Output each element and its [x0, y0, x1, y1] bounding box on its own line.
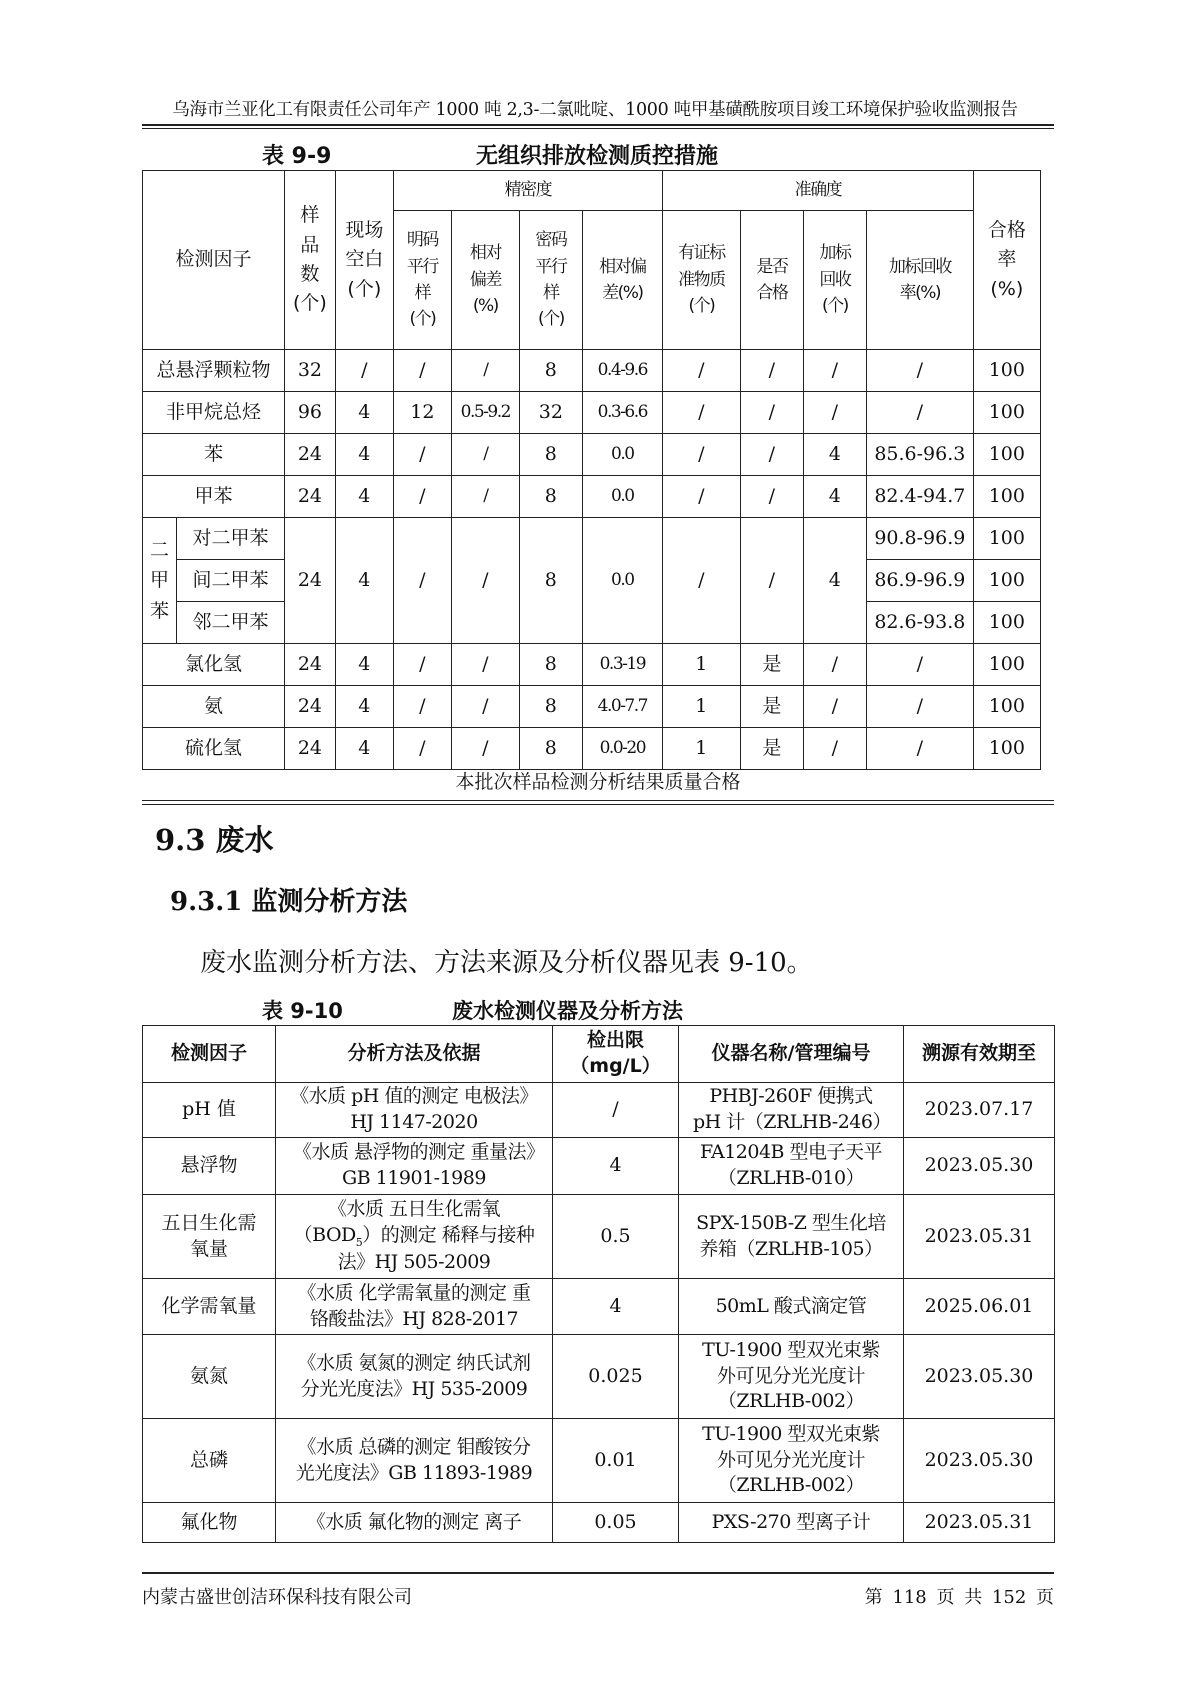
cell-pass: 100	[973, 686, 1040, 728]
body-paragraph: 废水监测分析方法、方法来源及分析仪器见表 9-10。	[200, 948, 813, 978]
cell-dev2: 0.0	[582, 518, 662, 644]
table-row	[143, 1503, 1055, 1543]
cell-factor: 氟化物	[143, 1503, 276, 1543]
cell-ok: 是	[740, 644, 803, 686]
cell-factor: 甲苯	[143, 476, 285, 518]
cell-instrument: PHBJ-260F 便携式 pH 计（ZRLHB-246）	[679, 1083, 904, 1138]
cell-blank: 4	[335, 728, 393, 770]
header-factor: 检测因子	[143, 171, 285, 350]
cell-valid: 2023.05.30	[904, 1419, 1055, 1503]
table-row	[143, 1279, 1055, 1335]
cell-limit: 0.025	[553, 1335, 679, 1419]
cell-factor: 氨氮	[143, 1335, 276, 1419]
table-9-10	[142, 1025, 1055, 1543]
cell-factor: 化学需氧量	[143, 1279, 276, 1335]
cell-factor: 悬浮物	[143, 1138, 276, 1195]
cell-spike: /	[803, 728, 866, 770]
cell-ok: 是	[740, 686, 803, 728]
cell-instrument: PXS-270 型离子计	[679, 1503, 904, 1543]
cell-dev2: 0.0-20	[582, 728, 662, 770]
table-9-10-title: 废水检测仪器及分析方法	[452, 999, 683, 1023]
header-spike-rate: 加标回收率(%)	[866, 211, 973, 350]
cell-factor: 总悬浮颗粒物	[143, 350, 285, 392]
table-row	[143, 392, 1041, 434]
cell-samples: 96	[285, 392, 336, 434]
header-hidden-parallel: 密码平行样(个)	[519, 211, 582, 350]
cell-limit: /	[553, 1083, 679, 1138]
header-valid: 溯源有效期至	[904, 1026, 1055, 1083]
cell-method: 《水质 氟化物的测定 离子	[276, 1503, 553, 1543]
cell-valid: 2023.05.30	[904, 1335, 1055, 1419]
header-qualified: 是否合格	[740, 211, 803, 350]
footer-rule	[142, 1572, 1054, 1574]
cell-pass: 100	[973, 434, 1040, 476]
cell-samples: 24	[285, 434, 336, 476]
table-header-row	[143, 171, 1041, 211]
cell-method: 《水质 总磷的测定 钼酸铵分光光度法》GB 11893-1989	[276, 1419, 553, 1503]
method-subscript: 5	[355, 1235, 363, 1249]
cell-factor: 硫化氢	[143, 728, 285, 770]
table-row	[143, 1419, 1055, 1503]
cell-samples: 24	[285, 518, 336, 644]
cell-open: /	[393, 518, 451, 644]
cell-crm: 1	[662, 686, 740, 728]
cell-instrument: TU-1900 型双光束紫外可见分光光度计（ZRLHB-002）	[679, 1335, 904, 1419]
table-9-9-note: 本批次样品检测分析结果质量合格	[455, 771, 741, 793]
cell-limit: 0.5	[553, 1195, 679, 1279]
cell-open: /	[393, 686, 451, 728]
cell-hidden: 8	[519, 686, 582, 728]
method-text-b: （BOD	[293, 1223, 356, 1246]
cell-pass: 100	[973, 392, 1040, 434]
cell-rate: /	[866, 686, 973, 728]
cell-samples: 24	[285, 728, 336, 770]
cell-spike: 4	[803, 476, 866, 518]
cell-spike: /	[803, 644, 866, 686]
cell-dev2: 4.0-7.7	[582, 686, 662, 728]
cell-open: /	[393, 476, 451, 518]
cell-blank: 4	[335, 476, 393, 518]
cell-ok: /	[740, 350, 803, 392]
report-header: 乌海市兰亚化工有限责任公司年产 1000 吨 2,3-二氯吡啶、1000 吨甲基磺酰胺项目竣工环境保护验收监测报告	[172, 100, 1018, 120]
cell-factor: 五日生化需氧量	[143, 1195, 276, 1279]
cell-blank: 4	[335, 434, 393, 476]
cell-blank: 4	[335, 518, 393, 644]
section-heading-9-3: 9.3 废水	[155, 823, 274, 857]
header-precision: 精密度	[393, 171, 662, 211]
cell-spike: 4	[803, 518, 866, 644]
table-row	[143, 1138, 1055, 1195]
cell-instrument: FA1204B 型电子天平（ZRLHB-010）	[679, 1138, 904, 1195]
footer-company: 内蒙古盛世创洁环保科技有限公司	[142, 1587, 412, 1608]
cell-rate: /	[866, 644, 973, 686]
header-rel-dev-2: 相对偏差(%)	[582, 211, 662, 350]
cell-dev1: /	[451, 728, 519, 770]
cell-factor: pH 值	[143, 1083, 276, 1138]
cell-crm: 1	[662, 728, 740, 770]
cell-open: /	[393, 644, 451, 686]
cell-rate: /	[866, 728, 973, 770]
cell-open: /	[393, 434, 451, 476]
cell-dev2: 0.0	[582, 476, 662, 518]
table-header-row	[143, 1026, 1055, 1083]
cell-subfactor: 邻二甲苯	[177, 602, 285, 644]
cell-blank: /	[335, 350, 393, 392]
header-spike: 加标回收(个)	[803, 211, 866, 350]
cell-crm: /	[662, 434, 740, 476]
cell-rate: 90.8-96.9	[866, 518, 973, 560]
section-heading-9-3-1: 9.3.1 监测分析方法	[170, 887, 408, 917]
cell-hidden: 8	[519, 434, 582, 476]
cell-crm: /	[662, 518, 740, 644]
cell-open: 12	[393, 392, 451, 434]
table-9-9-title: 无组织排放检测质控措施	[476, 144, 719, 169]
cell-limit: 0.05	[553, 1503, 679, 1543]
cell-pass: 100	[973, 644, 1040, 686]
cell-samples: 32	[285, 350, 336, 392]
method-text-c: ）的测定 稀释与接种法》HJ 505-2009	[337, 1223, 535, 1274]
cell-samples: 24	[285, 476, 336, 518]
cell-limit: 4	[553, 1138, 679, 1195]
cell-valid: 2023.05.31	[904, 1503, 1055, 1543]
cell-instrument: TU-1900 型双光束紫外可见分光光度计（ZRLHB-002）	[679, 1419, 904, 1503]
header-accuracy: 准确度	[662, 171, 973, 211]
cell-blank: 4	[335, 644, 393, 686]
cell-rate: /	[866, 392, 973, 434]
cell-open: /	[393, 728, 451, 770]
header-rel-dev-1: 相对偏差(%)	[451, 211, 519, 350]
cell-dev1: /	[451, 644, 519, 686]
footer-page-number: 第 118 页 共 152 页	[864, 1587, 1054, 1608]
cell-hidden: 8	[519, 476, 582, 518]
cell-pass: 100	[973, 560, 1040, 602]
cell-xylene-group: 二甲苯	[143, 518, 177, 644]
cell-open: /	[393, 350, 451, 392]
cell-dev1: /	[451, 350, 519, 392]
header-instrument: 仪器名称/管理编号	[679, 1026, 904, 1083]
cell-dev2: 0.4-9.6	[582, 350, 662, 392]
cell-spike: /	[803, 350, 866, 392]
table-row-xylene	[143, 518, 1041, 560]
cell-method: 《水质 氨氮的测定 纳氏试剂分光光度法》HJ 535-2009	[276, 1335, 553, 1419]
cell-ok: /	[740, 518, 803, 644]
cell-crm: /	[662, 350, 740, 392]
header-rule	[142, 124, 1054, 126]
cell-dev2: 0.0	[582, 434, 662, 476]
cell-blank: 4	[335, 392, 393, 434]
cell-factor: 总磷	[143, 1419, 276, 1503]
cell-factor: 氨	[143, 686, 285, 728]
header-samples: 样品数(个)	[285, 171, 336, 350]
cell-ok: /	[740, 434, 803, 476]
header-method: 分析方法及依据	[276, 1026, 553, 1083]
cell-spike: /	[803, 392, 866, 434]
cell-dev1: /	[451, 434, 519, 476]
table-9-9	[142, 170, 1041, 770]
header-blank: 现场空白(个)	[335, 171, 393, 350]
cell-limit: 4	[553, 1279, 679, 1335]
header-rule-thin	[142, 128, 1054, 129]
cell-blank: 4	[335, 686, 393, 728]
table-row	[143, 350, 1041, 392]
cell-hidden: 8	[519, 644, 582, 686]
cell-valid: 2023.05.30	[904, 1138, 1055, 1195]
cell-factor: 非甲烷总烃	[143, 392, 285, 434]
table-note-rule-2	[142, 804, 1054, 805]
cell-valid: 2025.06.01	[904, 1279, 1055, 1335]
table-row	[143, 686, 1041, 728]
cell-rate: 85.6-96.3	[866, 434, 973, 476]
cell-hidden: 8	[519, 518, 582, 644]
header-factor: 检测因子	[143, 1026, 276, 1083]
cell-pass: 100	[973, 350, 1040, 392]
cell-dev2: 0.3-19	[582, 644, 662, 686]
table-9-9-number: 表 9-9	[262, 144, 332, 169]
cell-hidden: 8	[519, 350, 582, 392]
cell-spike: /	[803, 686, 866, 728]
cell-factor: 苯	[143, 434, 285, 476]
cell-method	[276, 1195, 553, 1279]
cell-dev1: /	[451, 686, 519, 728]
table-note-rule	[142, 800, 1054, 801]
cell-method: 《水质 悬浮物的测定 重量法》GB 11901-1989	[276, 1138, 553, 1195]
cell-limit: 0.01	[553, 1419, 679, 1503]
table-row	[143, 1083, 1055, 1138]
cell-dev1: 0.5-9.2	[451, 392, 519, 434]
cell-samples: 24	[285, 644, 336, 686]
cell-instrument: 50mL 酸式滴定管	[679, 1279, 904, 1335]
cell-rate: 82.4-94.7	[866, 476, 973, 518]
cell-hidden: 32	[519, 392, 582, 434]
table-row	[143, 644, 1041, 686]
cell-ok: 是	[740, 728, 803, 770]
method-text-a: 《水质 五日生化需氧	[327, 1198, 501, 1221]
cell-valid: 2023.05.31	[904, 1195, 1055, 1279]
cell-pass: 100	[973, 518, 1040, 560]
cell-samples: 24	[285, 686, 336, 728]
cell-pass: 100	[973, 728, 1040, 770]
cell-crm: /	[662, 392, 740, 434]
cell-rate: /	[866, 350, 973, 392]
cell-dev1: /	[451, 476, 519, 518]
table-row	[143, 1195, 1055, 1279]
cell-crm: /	[662, 476, 740, 518]
cell-subfactor: 对二甲苯	[177, 518, 285, 560]
cell-instrument: SPX-150B-Z 型生化培养箱（ZRLHB-105）	[679, 1195, 904, 1279]
header-crm: 有证标准物质(个)	[662, 211, 740, 350]
cell-rate: 82.6-93.8	[866, 602, 973, 644]
cell-subfactor: 间二甲苯	[177, 560, 285, 602]
cell-method: 《水质 化学需氧量的测定 重铬酸盐法》HJ 828-2017	[276, 1279, 553, 1335]
cell-crm: 1	[662, 644, 740, 686]
cell-pass: 100	[973, 476, 1040, 518]
cell-dev2: 0.3-6.6	[582, 392, 662, 434]
table-row	[143, 476, 1041, 518]
cell-rate: 86.9-96.9	[866, 560, 973, 602]
header-open-parallel: 明码平行样(个)	[393, 211, 451, 350]
cell-method: 《水质 pH 值的测定 电极法》HJ 1147-2020	[276, 1083, 553, 1138]
cell-spike: 4	[803, 434, 866, 476]
cell-valid: 2023.07.17	[904, 1083, 1055, 1138]
cell-ok: /	[740, 392, 803, 434]
cell-factor: 氯化氢	[143, 644, 285, 686]
table-row	[143, 1335, 1055, 1419]
header-limit: 检出限（mg/L）	[553, 1026, 679, 1083]
cell-hidden: 8	[519, 728, 582, 770]
cell-pass: 100	[973, 602, 1040, 644]
cell-dev1: /	[451, 518, 519, 644]
table-9-10-number: 表 9-10	[262, 999, 343, 1023]
cell-ok: /	[740, 476, 803, 518]
table-row	[143, 434, 1041, 476]
header-pass-rate: 合格率(%)	[973, 171, 1040, 350]
